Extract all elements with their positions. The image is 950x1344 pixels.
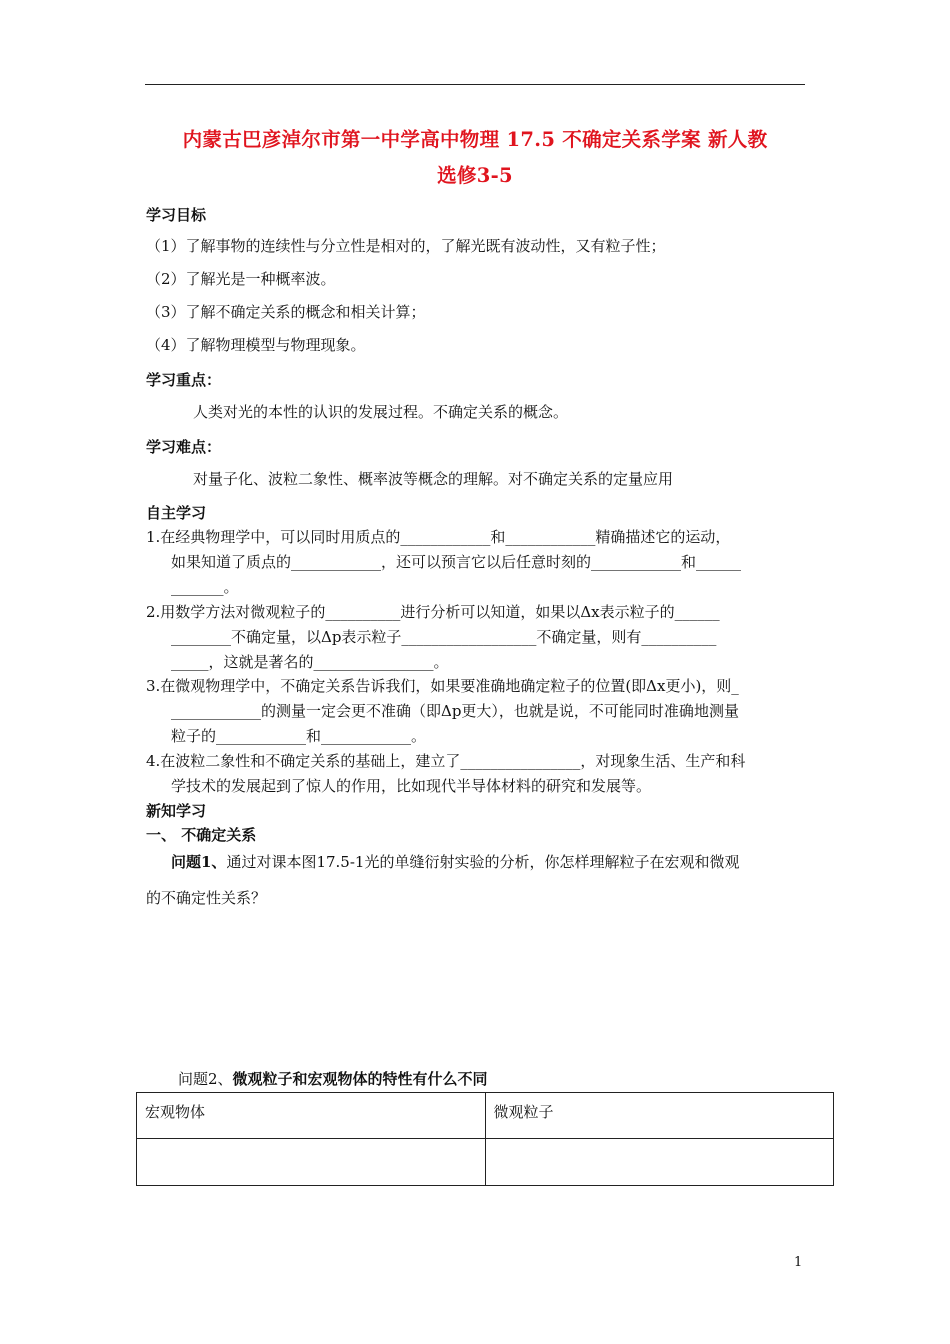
difficulties-heading: 学习难点： <box>146 438 222 456</box>
comparison-table <box>136 1092 834 1186</box>
key-points-heading: 学习重点： <box>146 371 222 389</box>
problem-2-label: 问题2、 <box>178 1070 233 1088</box>
self-study-heading: 自主学习 <box>146 504 207 522</box>
document-title-line2: 选修3-5 <box>437 164 513 187</box>
table-row <box>137 1139 834 1186</box>
question-1-line-2: 如果知道了质点的____________，还可以预言它以后任意时刻的____________和______ <box>171 553 742 571</box>
problem-1-line-2: 的不确定性关系？ <box>146 889 267 907</box>
table-header-micro: 微观粒子 <box>485 1093 834 1139</box>
question-2-line-3: _____，这就是著名的________________。 <box>171 653 449 671</box>
new-knowledge-heading: 新知学习 <box>146 802 207 820</box>
question-4-line-2: 学技术的发展起到了惊人的作用，比如现代半导体材料的研究和发展等。 <box>171 777 652 795</box>
objective-item-3: （3）了解不确定关系的概念和相关计算； <box>146 303 426 321</box>
table-cell-macro[interactable] <box>137 1139 486 1186</box>
question-2-line-2: ________不确定量，以Δp表示粒子__________________不确定量，则有__________ <box>171 628 717 646</box>
document-title-line1: 内蒙古巴彦淖尔市第一中学高中物理 17.5 不确定关系学案 新人教 <box>182 128 768 151</box>
table-header-macro: 宏观物体 <box>137 1093 486 1139</box>
objective-item-2: （2）了解光是一种概率波。 <box>146 270 336 288</box>
key-points-text: 人类对光的本性的认识的发展过程。不确定关系的概念。 <box>193 403 569 421</box>
question-4-line-1: 4.在波粒二象性和不确定关系的基础上，建立了________________，对现象生活、生产和科 <box>146 752 746 770</box>
question-2-line-1: 2.用数学方法对微观粒子的__________进行分析可以知道，如果以Δx表示粒子的______ <box>146 603 720 621</box>
question-1-line-3: _______。 <box>171 578 239 596</box>
table-cell-micro[interactable] <box>485 1139 834 1186</box>
problem-1-line-1 <box>171 851 739 872</box>
objectives-heading: 学习目标 <box>146 206 207 224</box>
problem-2-line <box>178 1068 488 1089</box>
problem-1-label: 问题1、 <box>171 853 227 871</box>
page-number: 1 <box>794 1255 803 1270</box>
difficulties-text: 对量子化、波粒二象性、概率波等概念的理解。对不确定关系的定量应用 <box>193 470 674 488</box>
problem-1-text: 通过对课本图17.5-1光的单缝衍射实验的分析，你怎样理解粒子在宏观和微观 <box>226 853 740 871</box>
question-3-line-2: ____________的测量一定会更不准确（即Δp更大），也就是说，不可能同时准确地测量 <box>171 702 739 720</box>
question-3-line-1: 3.在微观物理学中，不确定关系告诉我们，如果要准确地确定粒子的位置(即Δx更小)，则_ <box>146 677 739 695</box>
question-3-line-3: 粒子的____________和____________。 <box>171 727 427 745</box>
table-header-row <box>137 1093 834 1139</box>
objective-item-4: （4）了解物理模型与物理现象。 <box>146 336 366 354</box>
header-rule <box>145 84 805 85</box>
problem-2-text: 微观粒子和宏观物体的特性有什么不同 <box>232 1070 488 1088</box>
question-1-line-1: 1.在经典物理学中，可以同时用质点的____________和____________精确描述它的运动， <box>146 528 731 546</box>
section-1-heading: 一、 不确定关系 <box>146 826 257 844</box>
objective-item-1: （1）了解事物的连续性与分立性是相对的，了解光既有波动性，又有粒子性； <box>146 237 666 255</box>
